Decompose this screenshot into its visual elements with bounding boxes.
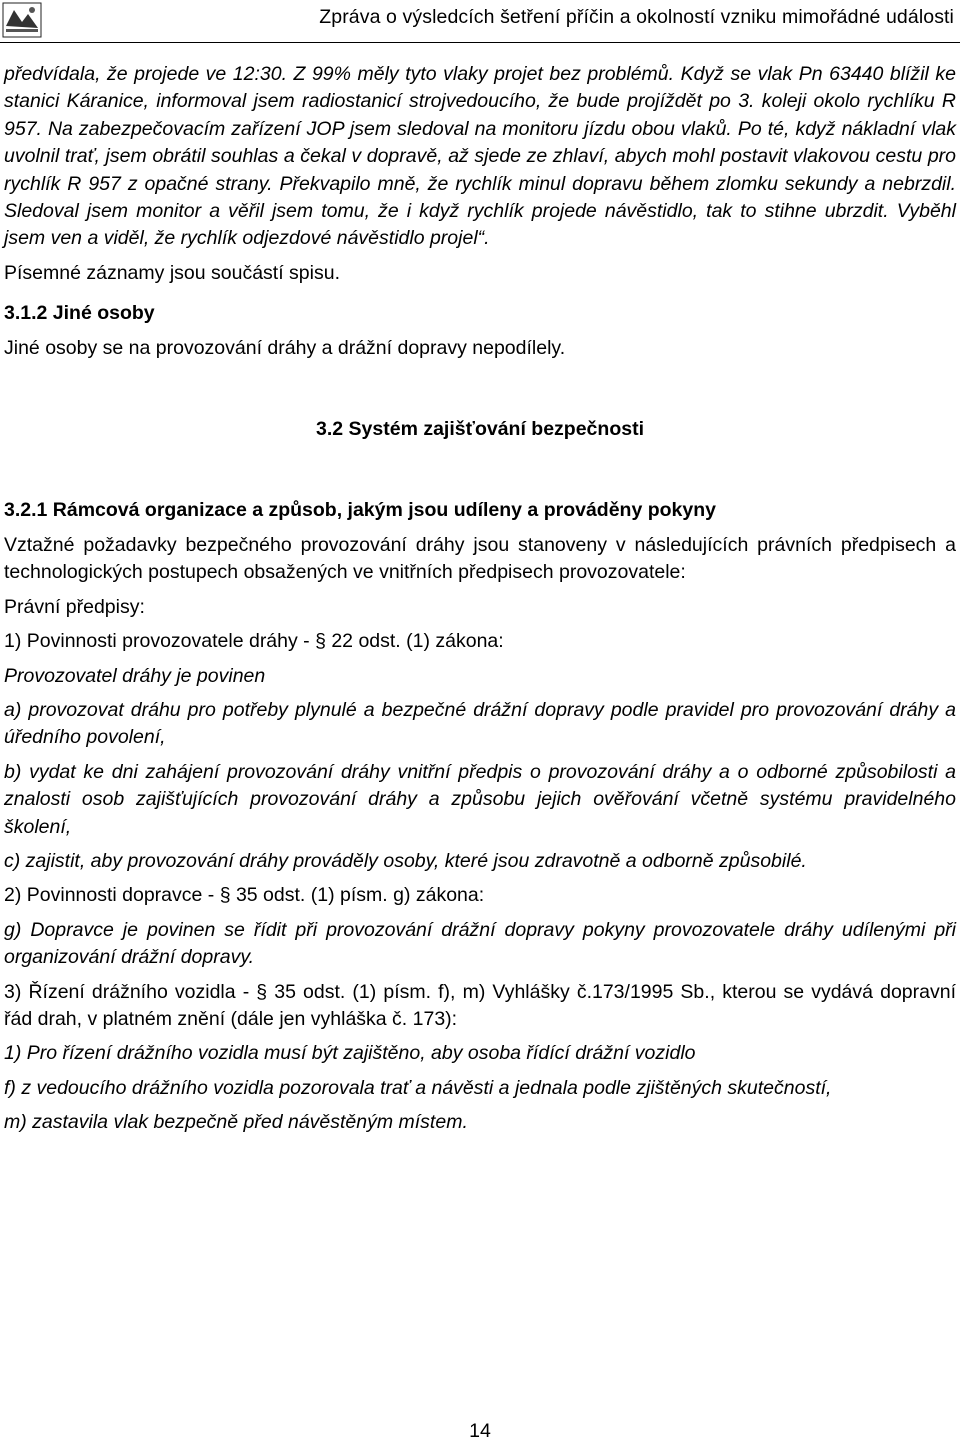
carrier-duties-item: 2) Povinnosti dopravce - § 35 odst. (1) písm. g) zákona: bbox=[4, 884, 485, 907]
drazni-inspekce-logo-icon bbox=[2, 2, 42, 38]
records-note: Písemné záznamy jsou součástí spisu. bbox=[4, 261, 340, 284]
vehicle-control-item: 3) Řízení drážního vozidla - § 35 odst. (1) písm. f), m) Vyhlášky č.173/1995 Sb., kterou se vydává dopravní řád drah, v platném znění (dále jen vyhláška č. 173): bbox=[4, 980, 956, 1030]
other-persons-paragraph: Jiné osoby se na provozování dráhy a drážní dopravy nepodílely. bbox=[4, 336, 566, 359]
report-title: Zpráva o výsledcích šetření příčin a okolností vzniku mimořádné události bbox=[319, 6, 954, 28]
carrier-obligation-g: g) Dopravce je povinen se řídit při provozování drážní dopravy pokyny provozovatele dráhy udílenými při organizování drážní dopravy. bbox=[4, 918, 956, 969]
page-number: 14 bbox=[469, 1420, 491, 1442]
operator-obligation-c: c) zajistit, aby provozování dráhy prováděly osoby, které jsou zdravotně a odborně způsobilé. bbox=[4, 849, 807, 872]
header-divider bbox=[0, 42, 960, 43]
vehicle-control-m: m) zastavila vlak bezpečně před návěstěným místem. bbox=[4, 1111, 468, 1134]
section-heading-3-2: 3.2 Systém zajišťování bezpečnosti bbox=[316, 418, 644, 441]
page-header bbox=[0, 0, 960, 48]
section-heading-3-2-1: 3.2.1 Rámcová organizace a způsob, jakým jsou udíleny a prováděny pokyny bbox=[4, 499, 716, 522]
section-heading-3-1-2: 3.1.2 Jiné osoby bbox=[4, 302, 155, 325]
operator-obligation-intro: Provozovatel dráhy je povinen bbox=[4, 664, 266, 687]
document-body bbox=[4, 61, 956, 1137]
requirements-paragraph: Vztažné požadavky bezpečného provozování dráhy jsou stanoveny v následujících právních předpisech a technologických postupech obsažených ve vnitřních předpisech provozovatele: bbox=[4, 533, 956, 584]
legal-regulations-label: Právní předpisy: bbox=[4, 595, 145, 618]
operator-obligation-b: b) vydat ke dni zahájení provozování dráhy vnitřní předpis o provozování dráhy a o odborné způsobilosti a znalosti osob zajišťujících provozování dráhy a způsobu jejich ověřování včetně systému pravidelného školení, bbox=[4, 760, 956, 838]
vehicle-control-f: f) z vedoucího drážního vozidla pozorovala trať a návěsti a jednala podle zjištěných skutečností, bbox=[4, 1076, 832, 1099]
operator-obligation-a: a) provozovat dráhu pro potřeby plynulé a bezpečné drážní dopravy podle pravidel pro provozování dráhy a úředního povolení, bbox=[4, 698, 956, 749]
vehicle-control-intro: 1) Pro řízení drážního vozidla musí být zajištěno, aby osoba řídící drážní vozidlo bbox=[4, 1042, 696, 1065]
operator-duties-item: 1) Povinnosti provozovatele dráhy - § 22 odst. (1) zákona: bbox=[4, 630, 504, 653]
witness-statement-paragraph: předvídala, že projede ve 12:30. Z 99% měly tyto vlaky projet bez problémů. Když se vlak Pn 63440 blížil ke stanici Káranice, informoval jsem radiostanicí strojvedoucího, že bude projíždět po 3. koleji okolo rychlíku R 957. Na zabezpečovacím zařízení JOP jsem sledoval na monitoru jízdu obou vlaků. Po té, když nákladní vlak uvolnil trať, jsem obrátil souhlas a čekal v dopravě, až sjede ze zhlaví, abych mohl postavit vlakovou cestu pro rychlík R 957 z opačné strany. Překvapilo mně, že rychlík minul dopravu během zlomku sekundy a nebrzdil. Sledoval jsem monitor a věřil jsem tomu, že i když rychlík projede návěstidlo, tak to stihne ubrzdit. Vyběhl jsem ven a viděl, že rychlík odjezdové návěstidlo projel“. bbox=[4, 63, 956, 250]
